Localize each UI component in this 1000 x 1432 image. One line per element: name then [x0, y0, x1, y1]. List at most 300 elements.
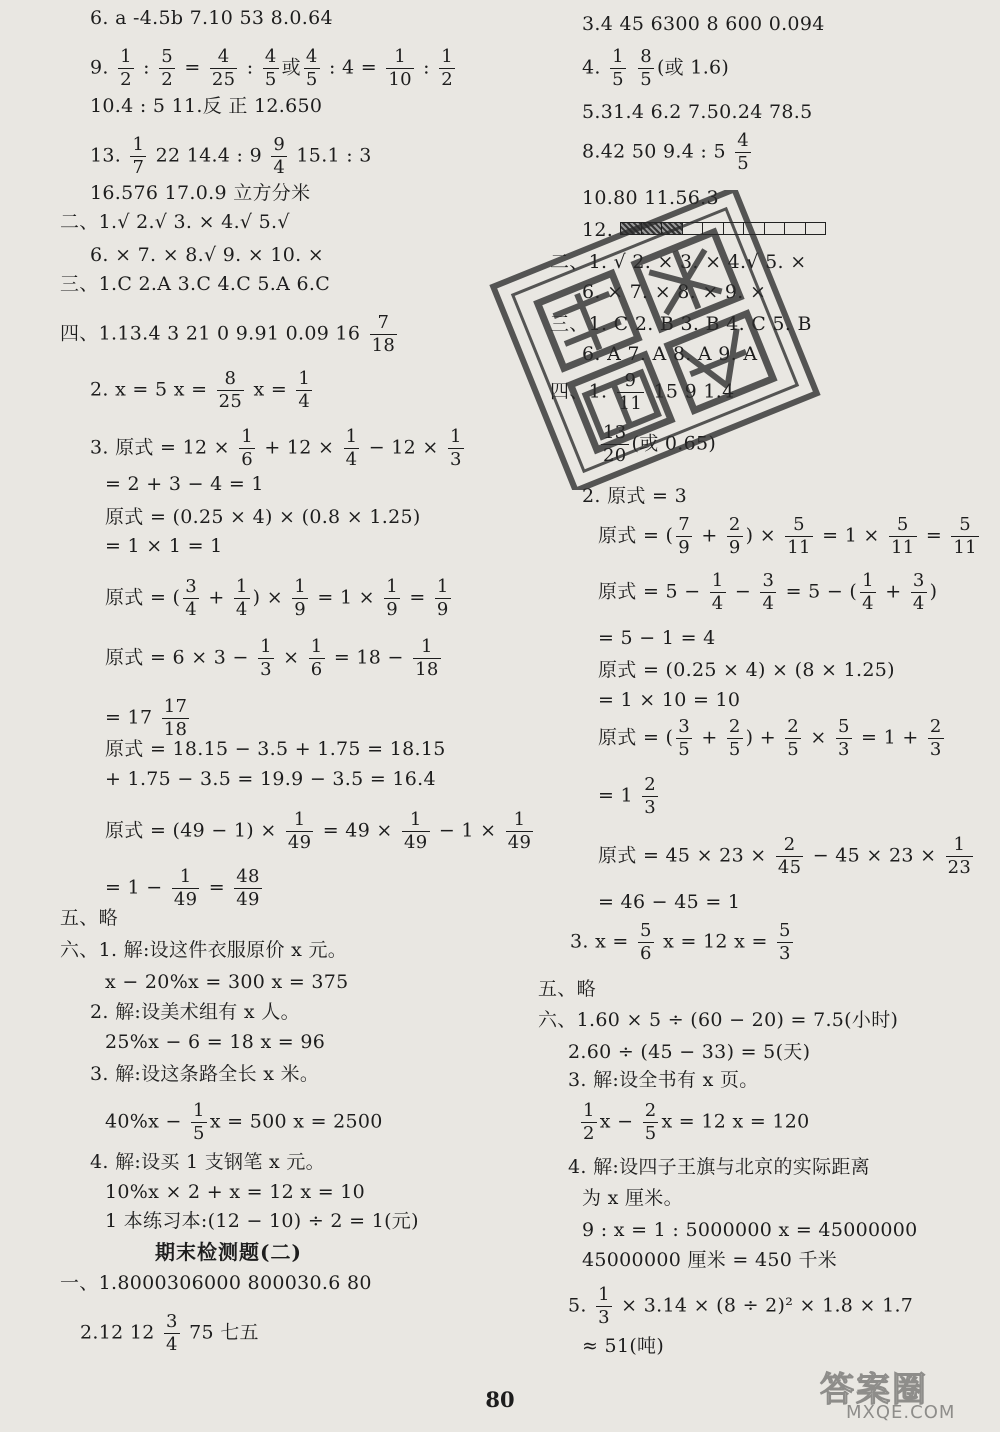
answer-line: 一、1.8000306000 800030.6 80 — [60, 1272, 372, 1294]
fraction-denominator: 49 — [507, 832, 532, 853]
fraction-denominator: 25 — [211, 69, 236, 90]
fraction-denominator: 5 — [193, 1123, 205, 1144]
fraction — [601, 424, 629, 465]
answer-line — [598, 572, 937, 613]
fraction-numerator: 2 — [728, 716, 741, 737]
fraction-denominator: 4 — [345, 449, 358, 470]
fraction-numerator: 1 — [441, 46, 453, 67]
fraction-numerator: 1 — [294, 576, 307, 597]
fraction-denominator: 49 — [287, 832, 312, 853]
text-run: : 4 = — [322, 56, 384, 79]
text-run: 原式 = ( — [598, 726, 674, 749]
fraction — [344, 428, 360, 469]
answer-line — [598, 776, 661, 817]
answer-line: 原式 = (0.25 × 4) × (0.8 × 1.25) — [105, 506, 421, 528]
fraction-numerator: 5 — [837, 716, 850, 737]
fraction — [776, 836, 804, 877]
fraction — [785, 516, 813, 557]
fraction-numerator: 5 — [639, 920, 652, 941]
fraction-numerator: 2 — [776, 836, 804, 857]
answer-line: = 5 − 1 = 4 — [598, 627, 716, 649]
answer-line — [105, 811, 536, 852]
fraction-numerator: 1 — [862, 570, 874, 591]
fraction-denominator: 49 — [403, 832, 428, 853]
text-run: − 1 × — [432, 819, 503, 842]
answer-line: 12. — [582, 219, 614, 241]
fraction-denominator: 5 — [737, 153, 749, 174]
text-run: 原式 = 5 − — [598, 580, 707, 603]
fraction-denominator: 4 — [862, 593, 874, 614]
fraction — [304, 48, 320, 89]
fraction — [164, 1313, 180, 1354]
fraction-numerator: 2 — [787, 716, 800, 737]
answer-line: 二、1.√ 2.√ 3. × 4.√ 5.√ — [60, 211, 290, 233]
fraction-denominator: 3 — [260, 659, 272, 680]
fraction-denominator: 11 — [953, 537, 977, 558]
answer-line: 3. 解:设全书有 x 页。 — [568, 1069, 759, 1091]
fraction-denominator: 45 — [777, 857, 802, 878]
answer-line: 4. 解:设四子王旗与北京的实际距离 — [568, 1156, 870, 1178]
fraction-numerator: 9 — [617, 372, 645, 393]
fraction — [439, 48, 455, 89]
fraction-numerator: 1 — [449, 426, 462, 447]
fraction-numerator: 1 — [120, 46, 132, 67]
fraction-denominator: 2 — [583, 1123, 595, 1144]
fraction-denominator: 2 — [120, 69, 132, 90]
answer-line — [80, 1313, 259, 1354]
answer-line: 16.576 17.0.9 立方分米 — [90, 182, 311, 204]
answer-line — [90, 48, 458, 89]
answer-line — [598, 424, 716, 465]
fraction-denominator: 4 — [273, 157, 286, 178]
answer-line — [550, 372, 735, 413]
fraction-denominator: 9 — [728, 537, 741, 558]
fraction-numerator: 1 — [583, 1100, 595, 1121]
fraction-denominator: 11 — [787, 537, 811, 558]
fraction-numerator: 1 — [402, 811, 430, 832]
fraction-numerator: 3 — [912, 570, 925, 591]
text-run: × — [804, 726, 833, 749]
text-run: 40%x − — [105, 1110, 189, 1133]
text-run: 原式 = ( — [105, 586, 181, 609]
fraction — [643, 1102, 659, 1143]
fraction-numerator: 8 — [640, 46, 652, 67]
answer-line: = 1 × 10 = 10 — [598, 689, 741, 711]
text-run: x = 500 x = 2500 — [209, 1110, 383, 1133]
fraction — [610, 48, 626, 89]
answer-line — [90, 136, 372, 177]
answer-line: 3.4 45 6300 8 600 0.094 — [582, 13, 825, 35]
text-run: 4. — [582, 56, 608, 79]
fraction — [642, 776, 658, 817]
fraction-numerator: 1 — [235, 576, 248, 597]
fraction-denominator: 5 — [612, 69, 624, 90]
answer-line: 10.80 11.56.3 — [582, 187, 719, 209]
fraction-denominator: 9 — [436, 599, 449, 620]
fraction-numerator: 4 — [305, 46, 318, 67]
fraction-denominator: 25 — [218, 391, 243, 412]
text-run: = 49 × — [316, 819, 399, 842]
answer-line — [105, 698, 192, 739]
fraction-denominator: 5 — [728, 739, 741, 760]
text-run: + 12 × — [258, 436, 341, 459]
answer-line — [598, 718, 947, 759]
fraction-denominator: 4 — [912, 593, 925, 614]
fraction-denominator: 2 — [441, 69, 453, 90]
fraction — [286, 811, 314, 852]
text-run: = 17 — [105, 706, 159, 729]
text-run: = 1 × — [815, 524, 886, 547]
fraction-denominator: 18 — [415, 659, 439, 680]
text-run: x = 12 x = — [656, 930, 775, 953]
fraction-numerator: 2 — [644, 1100, 657, 1121]
fraction-denominator: 10 — [388, 69, 412, 90]
answer-line — [568, 1286, 913, 1327]
fraction — [506, 811, 534, 852]
text-run: + — [694, 726, 724, 749]
fraction — [836, 718, 852, 759]
text-run: 15 9 1.4 — [647, 380, 735, 403]
text-run: 原式 = 6 × 3 − — [105, 646, 256, 669]
fraction-denominator: 6 — [639, 943, 652, 964]
answer-line — [578, 1102, 810, 1143]
fraction — [234, 868, 262, 909]
fraction — [777, 922, 793, 963]
text-run: 四、1. — [550, 380, 614, 403]
fraction-numerator: 5 — [951, 516, 979, 537]
fraction-denominator: 4 — [235, 599, 248, 620]
answer-line: 1 本练习本:(12 − 10) ÷ 2 = 1(元) — [105, 1210, 419, 1232]
fraction-denominator: 6 — [310, 659, 323, 680]
fraction — [258, 638, 274, 679]
text-run: : — [416, 56, 437, 79]
answer-line: 4. 解:设买 1 支钢笔 x 元。 — [90, 1151, 325, 1173]
text-run: 9. — [90, 56, 116, 79]
text-run: − — [728, 580, 758, 603]
fraction — [234, 578, 250, 619]
fraction-numerator: 1 — [241, 426, 254, 447]
fraction-denominator: 20 — [603, 445, 627, 466]
text-run: = — [403, 586, 432, 609]
answer-line: 五、略 — [538, 978, 596, 1000]
fraction-numerator: 48 — [236, 866, 260, 887]
fraction-numerator: 3 — [762, 570, 775, 591]
answer-line: 六、1.60 × 5 ÷ (60 − 20) = 7.5(小时) — [538, 1009, 899, 1031]
text-run: × 3.14 × (8 ÷ 2)² × 1.8 × 1.7 — [614, 1294, 914, 1317]
answer-line — [105, 868, 265, 909]
text-run: 3. 原式 = 12 × — [90, 436, 237, 459]
fraction — [638, 922, 654, 963]
fraction-denominator: 23 — [947, 857, 972, 878]
text-run: 或 — [281, 56, 301, 79]
text-run: − 45 × 23 × — [806, 844, 943, 867]
fraction-numerator: 2 — [929, 716, 942, 737]
answer-line: 三、1. C 2. B 3. B 4. C 5. B — [550, 313, 812, 335]
fraction-numerator: 7 — [370, 314, 398, 335]
fraction-denominator: 9 — [386, 599, 398, 620]
fraction-numerator: 1 — [413, 638, 441, 659]
fraction-numerator: 1 — [345, 426, 358, 447]
fraction-numerator: 9 — [273, 134, 286, 155]
answer-line: 二、1. √ 2. × 3. × 4.√ 5. × — [550, 251, 807, 273]
answer-line: 6. × 7. × 8.√ 9. × 10. × — [90, 244, 325, 266]
fraction-denominator: 3 — [449, 449, 462, 470]
text-run: 8.42 50 9.4 : 5 — [582, 140, 733, 163]
fraction — [448, 428, 464, 469]
fraction — [638, 48, 654, 89]
text-run: = 1 + — [854, 726, 925, 749]
fraction — [191, 1102, 207, 1143]
fraction-denominator: 11 — [618, 393, 643, 414]
fraction — [370, 314, 398, 355]
fraction — [860, 572, 876, 613]
fraction-numerator: 1 — [310, 636, 323, 657]
fraction — [710, 572, 726, 613]
text-run: = 1 − — [105, 876, 169, 899]
watermark-brand: 答案圈 — [820, 1370, 928, 1410]
fraction — [159, 48, 175, 89]
answer-line: 2. 原式 = 3 — [582, 485, 687, 507]
fraction-numerator: 5 — [161, 46, 173, 67]
answer-line: 6. A 7. A 8. A 9. A — [582, 343, 758, 365]
answer-line — [570, 922, 796, 963]
text-run: 15.1 : 3 — [290, 144, 372, 167]
fraction — [951, 516, 979, 557]
text-run: ) × — [745, 524, 783, 547]
fraction-numerator: 1 — [612, 46, 624, 67]
fraction-denominator: 3 — [598, 1307, 610, 1328]
text-run: = 1 — [598, 784, 640, 807]
fraction — [292, 578, 308, 619]
fraction-denominator: 18 — [371, 335, 396, 356]
answer-line: ≈ 51(吨) — [582, 1335, 665, 1357]
fraction-numerator: 17 — [163, 696, 188, 717]
text-run: 75 七五 — [182, 1321, 259, 1344]
fraction-denominator: 5 — [305, 69, 318, 90]
fraction-denominator: 11 — [890, 537, 915, 558]
fraction — [183, 578, 199, 619]
fraction-denominator: 3 — [837, 739, 850, 760]
fraction — [239, 428, 255, 469]
fraction-denominator: 49 — [236, 889, 260, 910]
fraction-numerator: 1 — [386, 576, 398, 597]
fraction-numerator: 1 — [436, 576, 449, 597]
answer-line: 9 : x = 1 : 5000000 x = 45000000 — [582, 1219, 918, 1241]
text-run: 原式 = 45 × 23 × — [598, 844, 773, 867]
fraction-denominator: 5 — [678, 739, 690, 760]
fraction-denominator: 9 — [678, 537, 690, 558]
fraction-denominator: 7 — [132, 157, 145, 178]
answer-line: 3. 解:设这条路全长 x 米。 — [90, 1063, 320, 1085]
answer-line: 原式 = (0.25 × 4) × (8 × 1.25) — [598, 659, 895, 681]
fraction — [727, 718, 743, 759]
fraction — [889, 516, 917, 557]
answer-line: 2. 解:设美术组有 x 人。 — [90, 1001, 300, 1023]
fraction-denominator: 18 — [163, 719, 188, 740]
text-run: = 18 − — [327, 646, 411, 669]
page-number: 80 — [485, 1387, 515, 1412]
answer-line: 5.31.4 6.2 7.50.24 78.5 — [582, 101, 813, 123]
answer-line: 10.4 : 5 11.反 正 12.650 — [90, 95, 323, 117]
fraction-denominator: 5 — [787, 739, 800, 760]
answer-line: 6. × 7. × 8. × 9. × — [582, 281, 767, 303]
fraction — [760, 572, 776, 613]
text-run: x = 12 x = 120 — [661, 1110, 810, 1133]
fraction — [928, 718, 944, 759]
answer-line: = 46 − 45 = 1 — [598, 891, 741, 913]
answer-line: + 1.75 − 3.5 = 19.9 − 3.5 = 16.4 — [105, 768, 436, 790]
fraction — [162, 698, 190, 739]
answer-line: 三、1.C 2.A 3.C 4.C 5.A 6.C — [60, 273, 331, 295]
fraction — [263, 48, 279, 89]
answer-line: x − 20%x = 300 x = 375 — [105, 971, 349, 993]
fraction-denominator: 3 — [779, 943, 791, 964]
answer-line: 原式 = 18.15 − 3.5 + 1.75 = 18.15 — [105, 738, 446, 760]
fraction — [617, 372, 645, 413]
fraction-denominator: 4 — [185, 599, 197, 620]
fraction — [727, 516, 743, 557]
answer-line: = 1 × 1 = 1 — [105, 535, 223, 557]
fraction — [386, 48, 414, 89]
fraction-numerator: 1 — [172, 868, 200, 889]
answer-line — [105, 638, 444, 679]
text-run: 2.12 12 — [80, 1321, 161, 1344]
fraction-denominator: 5 — [644, 1123, 657, 1144]
fraction-denominator: 2 — [161, 69, 173, 90]
answer-line: 2.60 ÷ (45 − 33) = 5(天) — [568, 1041, 811, 1063]
fraction — [581, 1102, 597, 1143]
fraction-denominator: 4 — [762, 593, 775, 614]
answer-line: 6. a -4.5b 7.10 53 8.0.64 — [90, 7, 333, 29]
fraction — [785, 718, 801, 759]
text-run: 3. x = — [570, 930, 635, 953]
fraction-numerator: 5 — [785, 516, 813, 537]
text-run: = 1 × — [311, 586, 382, 609]
fraction-numerator: 3 — [165, 1311, 178, 1332]
fraction-numerator: 3 — [678, 716, 690, 737]
answer-line — [60, 314, 400, 355]
fraction-numerator: 1 — [193, 1100, 205, 1121]
text-run — [629, 57, 635, 79]
fraction-numerator: 1 — [286, 811, 314, 832]
text-run: − 12 × — [362, 436, 445, 459]
answer-line: 五、略 — [60, 907, 118, 929]
fraction — [435, 578, 451, 619]
answer-line — [582, 132, 754, 173]
fraction-denominator: 4 — [711, 593, 724, 614]
fraction-numerator: 1 — [298, 368, 311, 389]
section-title: 期末检测题(二) — [155, 1240, 302, 1264]
fraction-numerator: 8 — [217, 370, 245, 391]
watermark-site: MXQE.COM — [846, 1402, 956, 1423]
fraction — [676, 516, 692, 557]
text-run: + — [201, 586, 231, 609]
fraction-numerator: 2 — [728, 514, 741, 535]
fraction-numerator: 4 — [210, 48, 238, 69]
text-run: : — [240, 56, 260, 79]
fraction — [676, 718, 692, 759]
fraction-numerator: 3 — [185, 576, 197, 597]
fraction-denominator: 49 — [173, 889, 198, 910]
answer-line: 六、1. 解:设这件衣服原价 x 元。 — [60, 939, 348, 961]
fraction-numerator: 13 — [603, 422, 627, 443]
answer-line: 10%x × 2 + x = 12 x = 10 — [105, 1181, 366, 1203]
fraction-denominator: 6 — [241, 449, 254, 470]
answer-line: 45000000 厘米 = 450 千米 — [582, 1249, 838, 1271]
answer-line: 25%x − 6 = 18 x = 96 — [105, 1031, 326, 1053]
text-run: ) — [929, 580, 938, 603]
fraction-numerator: 1 — [598, 1284, 610, 1305]
fraction-numerator: 4 — [737, 130, 749, 151]
fraction-denominator: 5 — [640, 69, 652, 90]
text-run: + — [878, 580, 908, 603]
fraction-numerator: 2 — [644, 774, 657, 795]
fraction-numerator: 5 — [779, 920, 791, 941]
fraction — [271, 136, 287, 177]
answer-line — [598, 836, 976, 877]
fraction-denominator: 3 — [644, 797, 657, 818]
fraction-numerator: 7 — [678, 514, 690, 535]
text-run: = 5 − ( — [779, 580, 858, 603]
fraction-numerator: 1 — [711, 570, 724, 591]
fraction — [130, 136, 146, 177]
partition-bar-figure — [620, 222, 826, 235]
text-run: 2. x = 5 x = — [90, 378, 214, 401]
text-run: 原式 = (49 − 1) × — [105, 819, 283, 842]
fraction — [296, 370, 312, 411]
text-run: = — [202, 876, 232, 899]
text-run: + — [694, 524, 724, 547]
answer-line — [598, 516, 982, 557]
fraction-numerator: 1 — [946, 836, 974, 857]
fraction-numerator: 4 — [264, 46, 277, 67]
text-run: 四、1.13.4 3 21 0 9.91 0.09 16 — [60, 322, 367, 345]
fraction — [384, 578, 400, 619]
text-run: 5. — [568, 1294, 594, 1317]
text-run: = — [919, 524, 949, 547]
fraction-numerator: 1 — [506, 811, 534, 832]
text-run: 22 14.4 : 9 — [149, 144, 269, 167]
fraction — [735, 132, 751, 173]
fraction-denominator: 5 — [264, 69, 277, 90]
fraction — [402, 811, 430, 852]
fraction — [911, 572, 927, 613]
fraction — [210, 48, 238, 89]
fraction-numerator: 5 — [889, 516, 917, 537]
fraction — [596, 1286, 612, 1327]
fraction-numerator: 1 — [386, 48, 414, 69]
fraction — [309, 638, 325, 679]
fraction-denominator: 3 — [929, 739, 942, 760]
site-watermark — [820, 1362, 990, 1426]
fraction — [946, 836, 974, 877]
text-run: : — [136, 56, 157, 79]
answer-line — [105, 1102, 383, 1143]
answer-line — [105, 578, 454, 619]
answer-line — [90, 370, 315, 411]
text-run: (或 0.65) — [631, 432, 717, 455]
fraction — [118, 48, 134, 89]
answer-line: 为 x 厘米。 — [582, 1187, 683, 1209]
text-run: × — [276, 646, 306, 669]
text-run: x − — [599, 1110, 640, 1133]
fraction-denominator: 4 — [165, 1334, 178, 1355]
answer-line — [582, 48, 729, 89]
fraction — [217, 370, 245, 411]
fraction-numerator: 1 — [132, 134, 145, 155]
answer-line: = 2 + 3 − 4 = 1 — [105, 473, 264, 495]
answer-line — [90, 428, 467, 469]
